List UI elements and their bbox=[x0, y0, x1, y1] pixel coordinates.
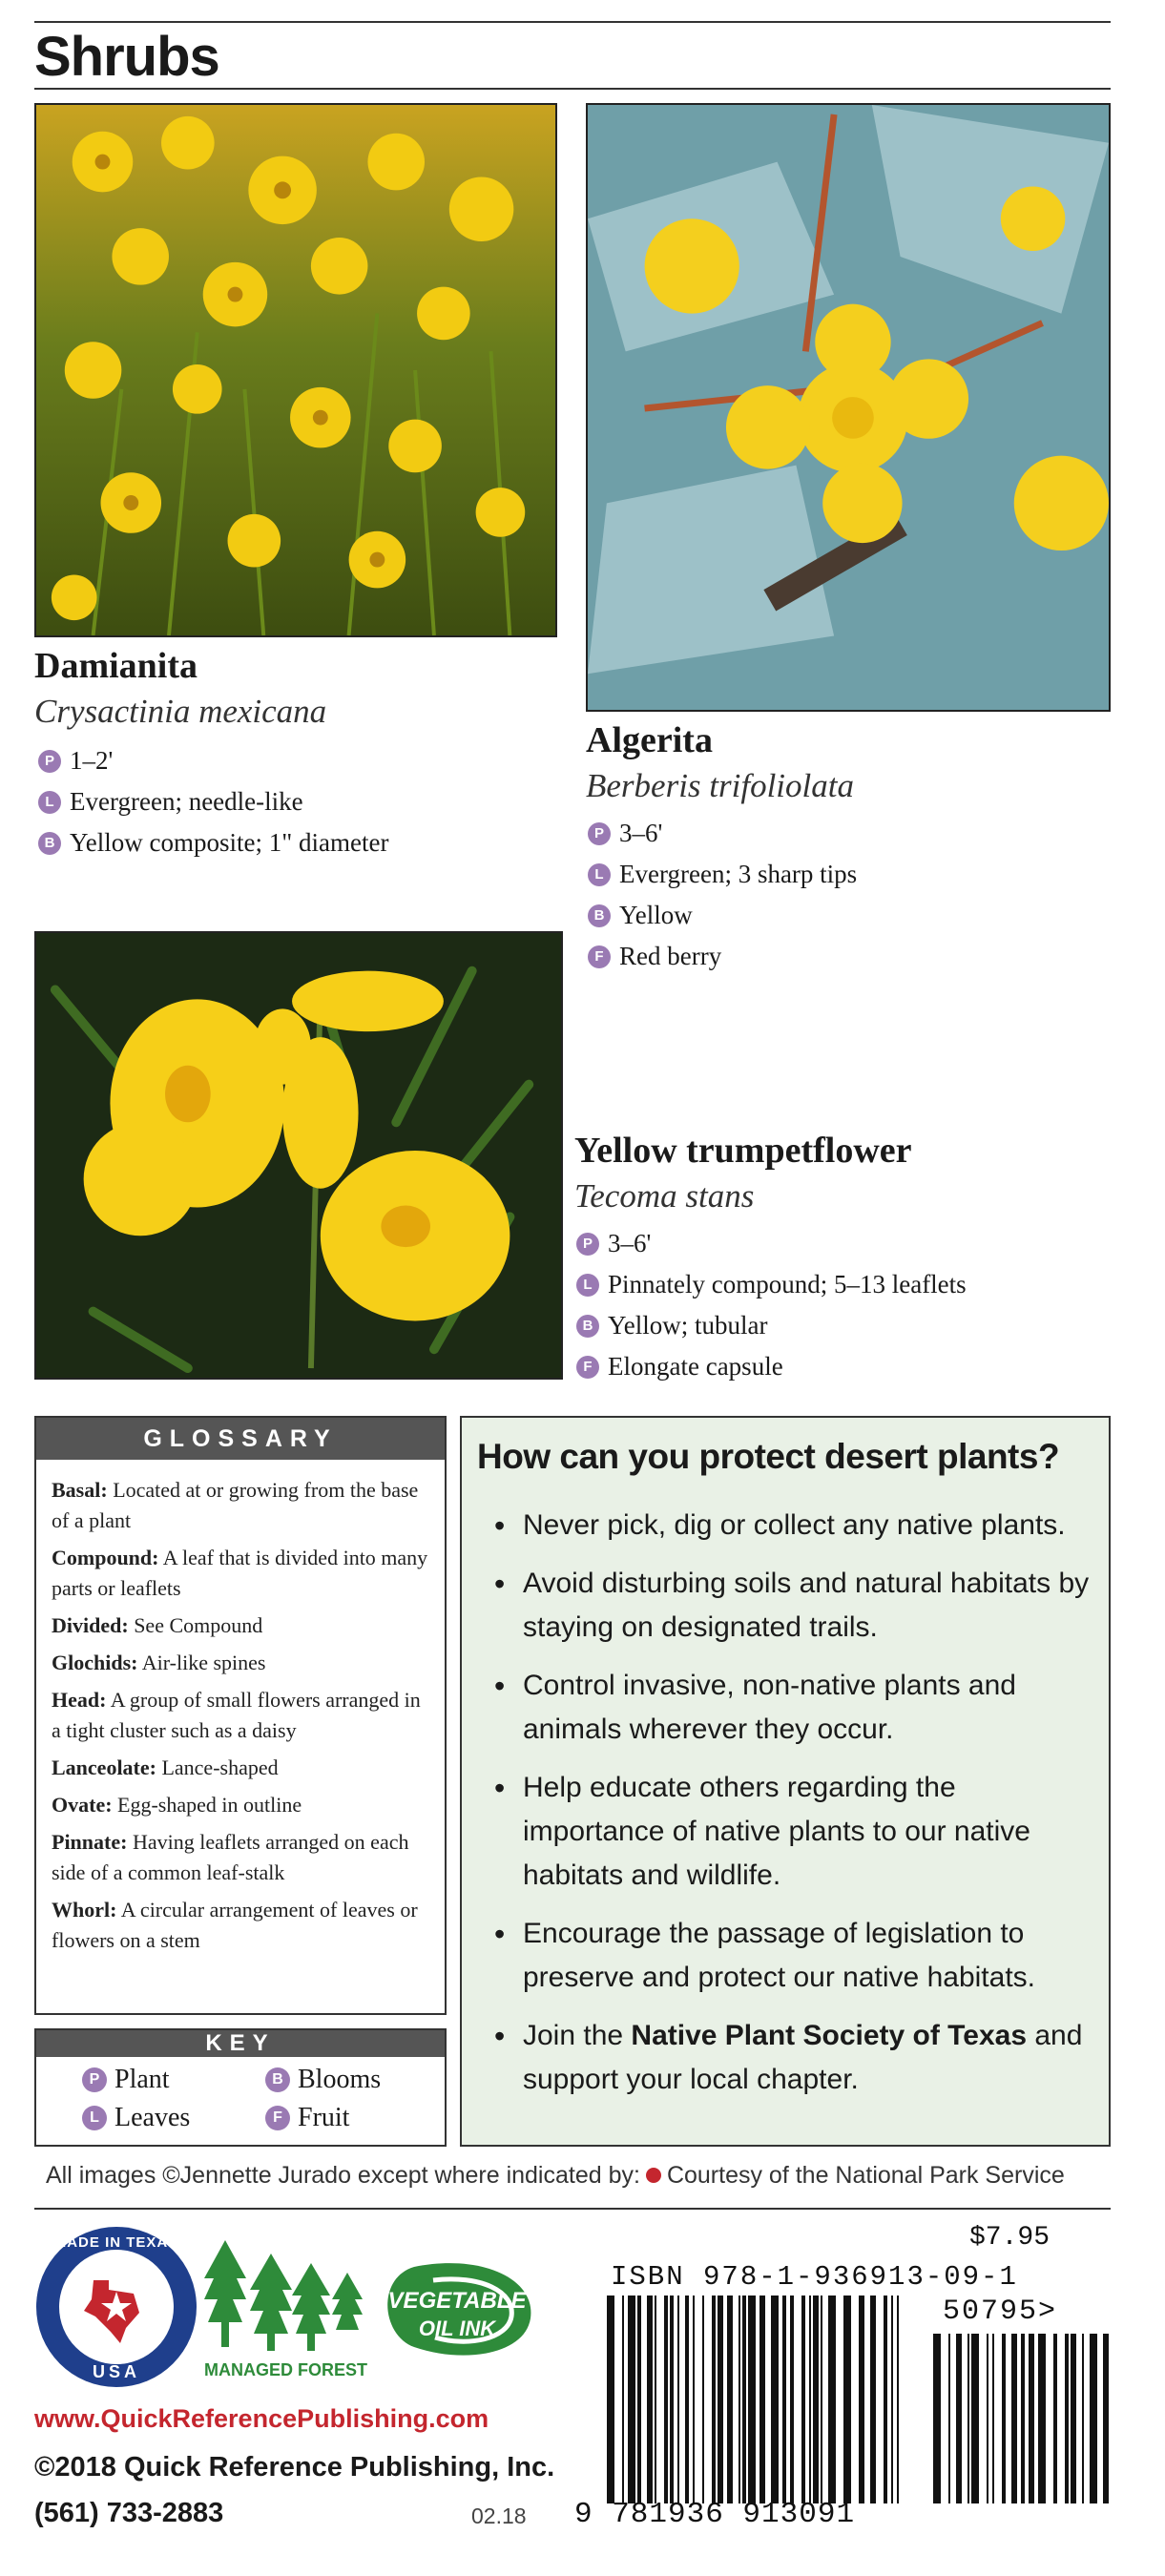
vegetable-oil-ink-line1: VEGETABLE bbox=[387, 2288, 527, 2314]
key-item-plant bbox=[82, 2065, 170, 2095]
attribute-text: Red berry bbox=[619, 942, 722, 970]
yellow-trumpetflower-photo bbox=[34, 931, 563, 1380]
attribute-text: 1–2' bbox=[70, 746, 114, 775]
damianita-attributes bbox=[38, 740, 388, 863]
managed-forest-logo bbox=[204, 2240, 366, 2393]
credit-prefix: All images ©Jennette Jurado except where indicated by: bbox=[46, 2162, 640, 2189]
protect-item: • Encourage the passage of legislation to preserve and protect our native habitats. bbox=[492, 1912, 1093, 2000]
glossary-term-word: Ovate: bbox=[52, 1793, 113, 1817]
protect-item: • Never pick, dig or collect any native plants. bbox=[492, 1504, 1093, 1548]
key-panel bbox=[34, 2028, 447, 2147]
glossary-term-definition: Egg-shaped in outline bbox=[117, 1793, 302, 1817]
glossary-term bbox=[52, 1475, 431, 1536]
glossary-term bbox=[52, 1543, 431, 1604]
glossary-term-word: Divided: bbox=[52, 1613, 129, 1637]
leaves-badge-icon: L bbox=[38, 791, 61, 814]
made-in-texas-top-text: MADE IN TEXAS bbox=[53, 2234, 179, 2251]
attribute-text: Yellow bbox=[619, 901, 693, 929]
glossary-term bbox=[52, 1790, 431, 1820]
glossary-term-word: Compound: bbox=[52, 1546, 159, 1569]
glossary-term-definition: Air-like spines bbox=[141, 1651, 266, 1674]
managed-forest-text: MANAGED FOREST bbox=[204, 2360, 367, 2379]
leaves-badge-icon: L bbox=[82, 2106, 107, 2130]
damianita-photo bbox=[34, 103, 557, 637]
key-item-fruit bbox=[265, 2103, 349, 2133]
glossary-term bbox=[52, 1827, 431, 1888]
attribute-leaves bbox=[576, 1264, 967, 1305]
attribute-leaves bbox=[588, 854, 857, 895]
top-rule bbox=[34, 21, 1111, 23]
glossary-term-definition: A group of small flowers arranged in a tight cluster such as a daisy bbox=[52, 1688, 421, 1742]
glossary-term-definition: See Compound bbox=[134, 1613, 263, 1637]
plant-badge-icon: P bbox=[588, 822, 611, 845]
glossary-term-word: Basal: bbox=[52, 1478, 108, 1502]
glossary-list bbox=[36, 1460, 445, 1956]
yellow-trumpetflower-name: Yellow trumpetflower bbox=[574, 1131, 912, 1171]
attribute-text: Evergreen; 3 sharp tips bbox=[619, 860, 858, 888]
attribute-fruit bbox=[576, 1346, 967, 1387]
attribute-text: Elongate capsule bbox=[608, 1352, 783, 1381]
key-label: Leaves bbox=[114, 2103, 191, 2132]
glossary-term-word: Lanceolate: bbox=[52, 1755, 156, 1779]
attribute-text: Evergreen; needle-like bbox=[70, 787, 303, 816]
protect-list bbox=[492, 1504, 1093, 2116]
isbn-label: ISBN 978-1-936913-09-1 bbox=[611, 2261, 1018, 2293]
blooms-badge-icon: B bbox=[38, 832, 61, 855]
vegetable-oil-ink-line2: OIL INK bbox=[418, 2316, 496, 2340]
made-in-texas-logo bbox=[34, 2225, 198, 2389]
damianita-name: Damianita bbox=[34, 646, 198, 686]
glossary-term-definition: A circular arrangement of leaves or flowers on a stem bbox=[52, 1898, 418, 1952]
title-rule bbox=[34, 88, 1111, 90]
protect-item-text: Join the bbox=[523, 2020, 632, 2051]
algerita-name: Algerita bbox=[586, 720, 713, 760]
leaves-badge-icon: L bbox=[588, 863, 611, 886]
plant-badge-icon: P bbox=[82, 2067, 107, 2092]
glossary-term bbox=[52, 1685, 431, 1746]
plant-badge-icon: P bbox=[38, 750, 61, 773]
leaves-badge-icon: L bbox=[576, 1274, 599, 1297]
barcode-addon-icon bbox=[933, 2334, 1111, 2503]
attribute-blooms bbox=[38, 822, 388, 863]
phone-number: (561) 733-2883 bbox=[34, 2498, 224, 2528]
barcode-icon bbox=[607, 2296, 899, 2503]
protect-title: How can you protect desert plants? bbox=[477, 1437, 1060, 1476]
native-plant-society-name: Native Plant Society of Texas bbox=[631, 2020, 1028, 2051]
blooms-badge-icon: B bbox=[588, 904, 611, 927]
fruit-badge-icon: F bbox=[576, 1356, 599, 1379]
yellow-trumpetflower-attributes bbox=[576, 1223, 967, 1387]
protect-item-text: and support your local chapter. bbox=[523, 2020, 1083, 2095]
attribute-blooms bbox=[588, 895, 857, 936]
protect-item bbox=[492, 2014, 1093, 2102]
barcode-number: 9 781936 913091 bbox=[574, 2498, 856, 2531]
attribute-plant bbox=[38, 740, 388, 781]
glossary-heading: GLOSSARY bbox=[36, 1418, 445, 1460]
website-link[interactable]: www.QuickReferencePublishing.com bbox=[34, 2404, 489, 2433]
glossary-term-word: Whorl: bbox=[52, 1898, 117, 1922]
glossary-term-definition: Lance-shaped bbox=[161, 1755, 279, 1779]
key-item-blooms bbox=[265, 2065, 381, 2095]
algerita-scientific-name: Berberis trifoliolata bbox=[586, 767, 854, 804]
algerita-photo bbox=[586, 103, 1111, 712]
page-title: Shrubs bbox=[34, 26, 219, 88]
plant-badge-icon: P bbox=[576, 1233, 599, 1256]
blooms-badge-icon: B bbox=[265, 2067, 290, 2092]
vegetable-oil-ink-logo bbox=[376, 2259, 538, 2364]
glossary-term-word: Head: bbox=[52, 1688, 107, 1712]
price-label: $7.95 bbox=[969, 2223, 1051, 2253]
attribute-text: Pinnately compound; 5–13 leaflets bbox=[608, 1270, 967, 1298]
protect-item: • Control invasive, non-native plants and animals wherever they occur. bbox=[492, 1664, 1093, 1752]
glossary-term-word: Glochids: bbox=[52, 1651, 138, 1674]
protect-item: • Help educate others regarding the importance of native plants to our native habitats and wildlife. bbox=[492, 1766, 1093, 1898]
fruit-badge-icon: F bbox=[588, 945, 611, 968]
attribute-fruit bbox=[588, 936, 857, 977]
key-item-leaves bbox=[82, 2103, 190, 2133]
fruit-badge-icon: F bbox=[265, 2106, 290, 2130]
attribute-text: 3–6' bbox=[608, 1229, 652, 1257]
made-in-texas-bottom-text: USA bbox=[92, 2362, 140, 2381]
key-label: Plant bbox=[114, 2065, 170, 2094]
protect-desert-plants-panel bbox=[460, 1416, 1111, 2147]
glossary-term bbox=[52, 1753, 431, 1783]
key-heading: KEY bbox=[36, 2030, 445, 2057]
edition-code: 02.18 bbox=[471, 2503, 527, 2528]
glossary-term-definition: Located at or growing from the base of a plant bbox=[52, 1478, 419, 1532]
credit-suffix: Courtesy of the National Park Service bbox=[666, 2162, 1065, 2189]
yellow-trumpetflower-scientific-name: Tecoma stans bbox=[574, 1177, 755, 1215]
key-label: Blooms bbox=[298, 2065, 382, 2094]
image-credit bbox=[46, 2162, 1065, 2190]
glossary-term bbox=[52, 1648, 431, 1678]
attribute-text: Yellow composite; 1" diameter bbox=[70, 828, 389, 857]
red-dot-icon bbox=[646, 2168, 661, 2183]
credit-rule bbox=[34, 2208, 1111, 2210]
copyright-text: ©2018 Quick Reference Publishing, Inc. bbox=[34, 2452, 555, 2483]
attribute-blooms bbox=[576, 1305, 967, 1346]
glossary-term-word: Pinnate: bbox=[52, 1830, 128, 1854]
key-label: Fruit bbox=[298, 2103, 350, 2132]
glossary-panel bbox=[34, 1416, 447, 2015]
protect-item: • Avoid disturbing soils and natural habitats by staying on designated trails. bbox=[492, 1562, 1093, 1650]
algerita-attributes bbox=[588, 813, 857, 977]
attribute-text: Yellow; tubular bbox=[608, 1311, 768, 1340]
barcode-addon-number: 50795> bbox=[943, 2296, 1058, 2328]
attribute-leaves bbox=[38, 781, 388, 822]
blooms-badge-icon: B bbox=[576, 1315, 599, 1338]
glossary-term bbox=[52, 1895, 431, 1956]
glossary-term-definition: A leaf that is divided into many parts or leaflets bbox=[52, 1546, 428, 1600]
glossary-term-definition: Having leaflets arranged on each side of a common leaf-stalk bbox=[52, 1830, 409, 1884]
glossary-term bbox=[52, 1610, 431, 1641]
attribute-plant bbox=[576, 1223, 967, 1264]
attribute-text: 3–6' bbox=[619, 819, 663, 847]
damianita-scientific-name: Crysactinia mexicana bbox=[34, 693, 327, 730]
attribute-plant bbox=[588, 813, 857, 854]
